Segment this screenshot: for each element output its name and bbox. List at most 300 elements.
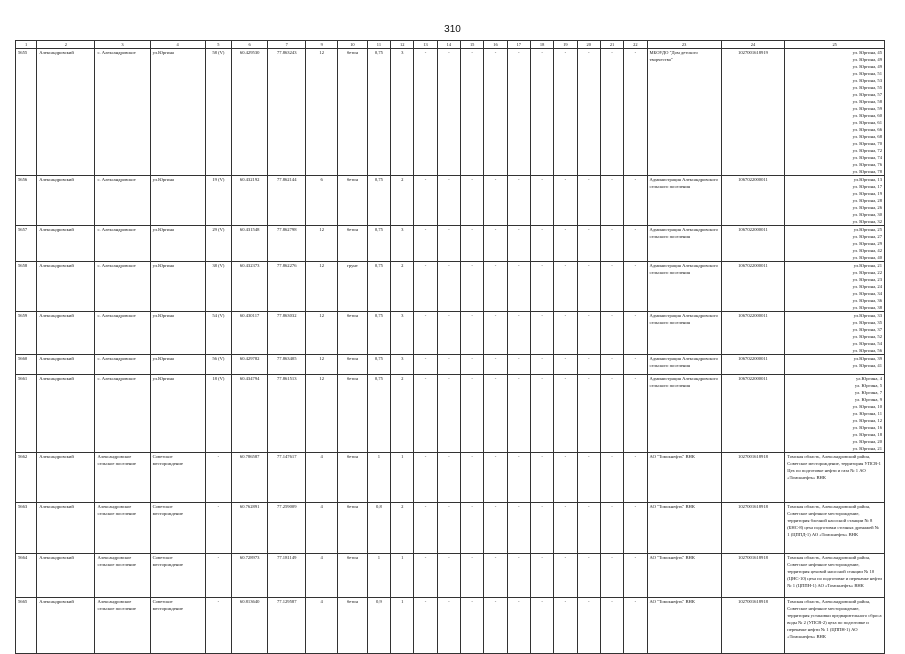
- empty-cell: -: [600, 355, 623, 375]
- table-row: [16, 453, 885, 503]
- latitude-cell: 60.431548: [232, 226, 268, 262]
- row-number-cell: 5665: [16, 598, 37, 654]
- served-address: ул. Юргина, 72: [852, 148, 882, 153]
- container-volume-cell: 0,8: [367, 503, 390, 554]
- served-address: ул. Юргина, 52: [852, 334, 882, 339]
- served-address: ул. Юргина, 5: [854, 383, 882, 388]
- served-address: ул. Юргина, 58: [852, 99, 882, 104]
- row-number-cell: 5659: [16, 312, 37, 355]
- container-count-cell: 1: [391, 598, 414, 654]
- house-cell: 29 (V): [205, 226, 231, 262]
- settlement-cell: Александровское сельское поселение: [95, 453, 150, 503]
- served-address: ул. Юргина, 49: [852, 64, 882, 69]
- empty-cell: -: [530, 453, 553, 503]
- empty-cell: -: [600, 503, 623, 554]
- column-number-header: 16: [484, 41, 507, 49]
- served-address-text-cell: Томская область, Александровский район, Советское нефтяное месторождение, территория установки предварительного сброса воды № 2 (УПСВ-2) цеха по подготовке и перекачке нефти № 1 (ЦППН-1) АО «Томскнефть» ВНК: [785, 598, 885, 654]
- longitude-cell: 77.863405: [268, 355, 306, 375]
- empty-cell: -: [507, 453, 530, 503]
- latitude-cell: 60.434794: [232, 375, 268, 453]
- empty-cell: -: [530, 262, 553, 312]
- house-cell: -: [205, 554, 231, 598]
- district-cell: Александровский: [37, 453, 95, 503]
- house-cell: 58 (V): [205, 49, 231, 176]
- latitude-cell: 60.813640: [232, 598, 268, 654]
- empty-cell: -: [437, 554, 460, 598]
- location-cell: ул.Юргина: [150, 312, 205, 355]
- latitude-cell: 60.432192: [232, 176, 268, 226]
- surface-cell: бетон: [338, 453, 368, 503]
- empty-cell: -: [484, 49, 507, 176]
- container-count-cell: 1: [391, 453, 414, 503]
- served-address: ул. Юргина, 20: [852, 439, 882, 444]
- owner-cell: Администрация Александровского сельского поселения: [647, 226, 721, 262]
- district-cell: Александровский: [37, 554, 95, 598]
- served-address: ул. Юргина, 42: [852, 248, 882, 253]
- column-number-header: 25: [785, 41, 885, 49]
- row-number-cell: 5662: [16, 453, 37, 503]
- area-cell: 12: [306, 375, 338, 453]
- empty-cell: -: [624, 226, 647, 262]
- empty-cell: -: [461, 355, 484, 375]
- served-address: ул. Юргина, 10: [852, 404, 882, 409]
- surface-cell: бетон: [338, 375, 368, 453]
- empty-cell: -: [461, 49, 484, 176]
- container-count-cell: 3: [391, 49, 414, 176]
- latitude-cell: 60.430117: [232, 312, 268, 355]
- empty-cell: -: [414, 49, 437, 176]
- empty-cell: -: [600, 312, 623, 355]
- served-addresses-cell: [785, 375, 885, 453]
- area-cell: 4: [306, 598, 338, 654]
- house-cell: -: [205, 598, 231, 654]
- container-volume-cell: 0,75: [367, 49, 390, 176]
- served-addresses-cell: [785, 262, 885, 312]
- area-cell: 12: [306, 49, 338, 176]
- column-number-header: 2: [37, 41, 95, 49]
- empty-cell: -: [554, 554, 577, 598]
- longitude-cell: 77.862144: [268, 176, 306, 226]
- owner-cell: Администрация Александровского сельского поселения: [647, 375, 721, 453]
- surface-cell: бетон: [338, 176, 368, 226]
- empty-cell: -: [461, 262, 484, 312]
- area-cell: 12: [306, 262, 338, 312]
- empty-cell: -: [484, 598, 507, 654]
- ogrn-cell: 1067022000011: [721, 355, 785, 375]
- served-address: ул. Юргина, 74: [852, 155, 882, 160]
- longitude-cell: 77.181149: [268, 554, 306, 598]
- empty-cell: -: [461, 554, 484, 598]
- empty-cell: -: [530, 312, 553, 355]
- empty-cell: -: [530, 598, 553, 654]
- served-address: ул. Юргина, 29: [852, 241, 882, 246]
- empty-cell: -: [437, 355, 460, 375]
- area-cell: 12: [306, 226, 338, 262]
- served-address: ул. Юргина, 24: [852, 284, 882, 289]
- served-address: ул. Юргина, 7: [854, 390, 882, 395]
- empty-cell: -: [554, 49, 577, 176]
- served-address: ул.Юргина, 33: [853, 313, 882, 318]
- container-count-cell: 3: [391, 226, 414, 262]
- column-number-header: 7: [268, 41, 306, 49]
- empty-cell: -: [461, 375, 484, 453]
- row-number-cell: 5660: [16, 355, 37, 375]
- container-count-cell: 1: [391, 554, 414, 598]
- empty-cell: -: [624, 554, 647, 598]
- table-row: [16, 554, 885, 598]
- empty-cell: -: [554, 503, 577, 554]
- column-number-header: 3: [95, 41, 150, 49]
- empty-cell: -: [507, 355, 530, 375]
- column-number-header: 9: [306, 41, 338, 49]
- table-row: [16, 176, 885, 226]
- row-number-cell: 5656: [16, 176, 37, 226]
- empty-cell: -: [437, 598, 460, 654]
- container-count-cell: 2: [391, 375, 414, 453]
- row-number-cell: 5657: [16, 226, 37, 262]
- longitude-cell: 77.863243: [268, 49, 306, 176]
- longitude-cell: 77.147617: [268, 453, 306, 503]
- served-address: ул. Юргина, 38: [852, 305, 882, 310]
- empty-cell: -: [600, 554, 623, 598]
- owner-cell: АО "Томскнефть" ВНК: [647, 598, 721, 654]
- column-number-header: 5: [205, 41, 231, 49]
- district-cell: Александровский: [37, 598, 95, 654]
- area-cell: 4: [306, 453, 338, 503]
- table-row: [16, 375, 885, 453]
- location-cell: Советское месторождение: [150, 453, 205, 503]
- served-address: ул.Юргина, 21: [853, 263, 882, 268]
- container-volume-cell: 0,75: [367, 375, 390, 453]
- table-row: [16, 226, 885, 262]
- location-cell: ул.Юргина: [150, 375, 205, 453]
- waste-sites-register-table: [15, 40, 885, 654]
- empty-cell: -: [554, 598, 577, 654]
- area-cell: 12: [306, 355, 338, 375]
- owner-cell: Администрация Александровского сельского поселения: [647, 262, 721, 312]
- table-row: [16, 503, 885, 554]
- empty-cell: -: [624, 312, 647, 355]
- served-address: ул. Юргина, 66: [852, 127, 882, 132]
- empty-cell: -: [484, 355, 507, 375]
- empty-cell: -: [414, 312, 437, 355]
- column-number-header: 18: [530, 41, 553, 49]
- column-number-header: 12: [391, 41, 414, 49]
- owner-cell: АО "Томскнефть" ВНК: [647, 453, 721, 503]
- served-address-text-cell: Томская область, Александровский район, Советское нефтяное месторождение, территория цеховой насосной станции № 10 (ЦНС-10) цеха по подготовке и перекачке нефти № 1 (ЦППН-1) АО «Томскнефть» ВНК: [785, 554, 885, 598]
- location-cell: ул.Юргина: [150, 226, 205, 262]
- district-cell: Александровский: [37, 312, 95, 355]
- empty-cell: -: [624, 503, 647, 554]
- served-address: ул. Юргина, 9: [854, 397, 882, 402]
- empty-cell: -: [484, 554, 507, 598]
- served-address: ул. Юргина, 53: [852, 78, 882, 83]
- column-number-row: [16, 41, 885, 49]
- row-number-cell: 5664: [16, 554, 37, 598]
- served-address: ул. Юргина, 54: [852, 341, 882, 346]
- house-cell: -: [205, 503, 231, 554]
- empty-cell: -: [437, 375, 460, 453]
- owner-cell: МБОУДО "Дом детского творчества": [647, 49, 721, 176]
- container-volume-cell: 0,75: [367, 312, 390, 355]
- table-row: [16, 49, 885, 176]
- served-address: ул. Юргина, 11: [852, 411, 882, 416]
- location-cell: Советское месторождение: [150, 598, 205, 654]
- location-cell: ул.Юргина: [150, 355, 205, 375]
- served-address: ул. Юргина, 60: [852, 113, 882, 118]
- house-cell: 19 (V): [205, 176, 231, 226]
- served-address: ул. Юргина, 76: [852, 162, 882, 167]
- empty-cell: -: [624, 598, 647, 654]
- empty-cell: -: [437, 49, 460, 176]
- empty-cell: -: [600, 598, 623, 654]
- served-address: ул. Юргина, 45: [852, 50, 882, 55]
- empty-cell: -: [577, 554, 600, 598]
- surface-cell: бетон: [338, 503, 368, 554]
- area-cell: 12: [306, 312, 338, 355]
- container-volume-cell: 0,75: [367, 355, 390, 375]
- served-address: ул. Юргина, 17: [852, 184, 882, 189]
- district-cell: Александровский: [37, 503, 95, 554]
- empty-cell: -: [484, 312, 507, 355]
- empty-cell: -: [530, 49, 553, 176]
- district-cell: Александровский: [37, 355, 95, 375]
- served-address: ул. Юргина, 78: [852, 169, 882, 174]
- owner-cell: Администрация Александровского сельского поселения: [647, 312, 721, 355]
- served-address: ул. Юргина, 57: [852, 92, 882, 97]
- empty-cell: -: [461, 226, 484, 262]
- empty-cell: -: [414, 375, 437, 453]
- surface-cell: бетон: [338, 226, 368, 262]
- column-number-header: 6: [232, 41, 268, 49]
- empty-cell: -: [437, 312, 460, 355]
- empty-cell: -: [554, 226, 577, 262]
- settlement-cell: Александровское сельское поселение: [95, 598, 150, 654]
- ogrn-cell: 1027001618918: [721, 503, 785, 554]
- owner-cell: АО "Томскнефть" ВНК: [647, 503, 721, 554]
- empty-cell: -: [600, 375, 623, 453]
- empty-cell: -: [624, 262, 647, 312]
- served-address: ул. Юргина, 49: [852, 57, 882, 62]
- latitude-cell: 60.429530: [232, 49, 268, 176]
- served-address: ул. Юргина, 34: [852, 291, 882, 296]
- empty-cell: -: [437, 453, 460, 503]
- container-count-cell: 3: [391, 355, 414, 375]
- column-number-header: 24: [721, 41, 785, 49]
- longitude-cell: 77.861513: [268, 375, 306, 453]
- owner-cell: Администрация Александровского сельского поселения: [647, 355, 721, 375]
- container-volume-cell: 1: [367, 554, 390, 598]
- served-addresses-cell: [785, 226, 885, 262]
- empty-cell: -: [461, 176, 484, 226]
- empty-cell: -: [600, 226, 623, 262]
- location-cell: ул.Юргина: [150, 176, 205, 226]
- empty-cell: -: [624, 355, 647, 375]
- empty-cell: -: [624, 176, 647, 226]
- ogrn-cell: 1067022000011: [721, 226, 785, 262]
- served-address: ул. Юргина, 55: [852, 85, 882, 90]
- served-address: ул. Юргина, 18: [852, 432, 882, 437]
- served-address: ул.Юргина, 25: [853, 227, 882, 232]
- settlement-cell: с. Александровское: [95, 226, 150, 262]
- settlement-cell: Александровское сельское поселение: [95, 554, 150, 598]
- district-cell: Александровский: [37, 49, 95, 176]
- empty-cell: -: [554, 375, 577, 453]
- served-address: ул. Юргина, 68: [852, 134, 882, 139]
- served-address: ул. Юргина, 27: [852, 234, 882, 239]
- served-address-text-cell: Томская область, Александровский район, Советское нефтяное месторождение, территория блочной насосной станции № 8 (БНС-8) цеха подготовки сточных дренажей № 1 (ЦППД-1) АО «Томскнефть» ВНК: [785, 503, 885, 554]
- area-cell: 6: [306, 176, 338, 226]
- served-address: ул. Юргина, 28: [852, 198, 882, 203]
- empty-cell: -: [484, 503, 507, 554]
- empty-cell: -: [577, 503, 600, 554]
- empty-cell: -: [414, 226, 437, 262]
- column-number-header: 14: [437, 41, 460, 49]
- served-address: ул. Юргина, 70: [852, 141, 882, 146]
- served-addresses-cell: [785, 49, 885, 176]
- empty-cell: -: [577, 49, 600, 176]
- empty-cell: -: [461, 598, 484, 654]
- served-addresses-cell: [785, 176, 885, 226]
- area-cell: 4: [306, 503, 338, 554]
- surface-cell: бетон: [338, 554, 368, 598]
- ogrn-cell: 1067022000011: [721, 176, 785, 226]
- empty-cell: -: [414, 176, 437, 226]
- longitude-cell: 77.862798: [268, 226, 306, 262]
- surface-cell: грунт: [338, 262, 368, 312]
- empty-cell: -: [461, 453, 484, 503]
- location-cell: Советское месторождение: [150, 503, 205, 554]
- container-count-cell: 2: [391, 262, 414, 312]
- served-address: ул. Юргина, 21: [852, 446, 882, 451]
- served-address: ул. Юргина, 61: [852, 120, 882, 125]
- served-address: ул. Юргина, 30: [852, 212, 882, 217]
- settlement-cell: с. Александровское: [95, 375, 150, 453]
- column-number-header: 13: [414, 41, 437, 49]
- district-cell: Александровский: [37, 375, 95, 453]
- ogrn-cell: 1067022000011: [721, 312, 785, 355]
- latitude-cell: 60.786587: [232, 453, 268, 503]
- longitude-cell: 77.129587: [268, 598, 306, 654]
- column-number-header: 22: [624, 41, 647, 49]
- served-address: ул. Юргина, 22: [852, 270, 882, 275]
- area-cell: 4: [306, 554, 338, 598]
- table-row: [16, 262, 885, 312]
- empty-cell: -: [577, 375, 600, 453]
- served-address: ул.Юргина, 13: [853, 177, 882, 182]
- empty-cell: -: [600, 176, 623, 226]
- empty-cell: -: [554, 453, 577, 503]
- surface-cell: бетон: [338, 355, 368, 375]
- ogrn-cell: 1067022000011: [721, 262, 785, 312]
- empty-cell: -: [414, 503, 437, 554]
- empty-cell: -: [414, 598, 437, 654]
- empty-cell: -: [530, 503, 553, 554]
- row-number-cell: 5663: [16, 503, 37, 554]
- empty-cell: -: [577, 453, 600, 503]
- empty-cell: -: [484, 226, 507, 262]
- column-number-header: 4: [150, 41, 205, 49]
- longitude-cell: 77.863032: [268, 312, 306, 355]
- empty-cell: -: [600, 262, 623, 312]
- settlement-cell: с. Александровское: [95, 355, 150, 375]
- served-address: ул. Юргина, 59: [852, 106, 882, 111]
- row-number-cell: 5658: [16, 262, 37, 312]
- empty-cell: -: [414, 554, 437, 598]
- served-address: ул. Юргина, 36: [852, 298, 882, 303]
- empty-cell: -: [484, 176, 507, 226]
- container-count-cell: 2: [391, 503, 414, 554]
- empty-cell: -: [461, 503, 484, 554]
- empty-cell: -: [577, 312, 600, 355]
- empty-cell: -: [530, 375, 553, 453]
- empty-cell: -: [507, 554, 530, 598]
- table-row: [16, 312, 885, 355]
- empty-cell: -: [507, 176, 530, 226]
- empty-cell: -: [577, 176, 600, 226]
- column-number-header: 11: [367, 41, 390, 49]
- surface-cell: бетон: [338, 312, 368, 355]
- served-address: ул. Юргина, 40: [852, 255, 882, 260]
- empty-cell: -: [624, 453, 647, 503]
- empty-cell: -: [414, 355, 437, 375]
- longitude-cell: 77.259009: [268, 503, 306, 554]
- empty-cell: -: [437, 176, 460, 226]
- column-number-header: 20: [577, 41, 600, 49]
- row-number-cell: 5661: [16, 375, 37, 453]
- served-address: ул. Юргина, 41: [852, 363, 882, 368]
- empty-cell: -: [414, 262, 437, 312]
- district-cell: Александровский: [37, 262, 95, 312]
- house-cell: 18 (V): [205, 375, 231, 453]
- column-number-header: 10: [338, 41, 368, 49]
- served-address: ул. Юргина, 12: [852, 418, 882, 423]
- served-address: ул. Юргина, 35: [852, 320, 882, 325]
- container-volume-cell: 0,75: [367, 262, 390, 312]
- surface-cell: бетон: [338, 49, 368, 176]
- ogrn-cell: 1027001618918: [721, 598, 785, 654]
- settlement-cell: с. Александровское: [95, 262, 150, 312]
- served-address: ул.Юргина, 4: [856, 376, 882, 381]
- latitude-cell: 60.432373: [232, 262, 268, 312]
- table-body: [16, 49, 885, 654]
- location-cell: ул.Юргина: [150, 49, 205, 176]
- served-address: ул. Юргина, 16: [852, 425, 882, 430]
- empty-cell: -: [437, 262, 460, 312]
- empty-cell: -: [577, 226, 600, 262]
- empty-cell: -: [554, 176, 577, 226]
- settlement-cell: с. Александровское: [95, 49, 150, 176]
- house-cell: 38 (V): [205, 262, 231, 312]
- container-volume-cell: 0,75: [367, 176, 390, 226]
- settlement-cell: с. Александровское: [95, 176, 150, 226]
- latitude-cell: 60.429782: [232, 355, 268, 375]
- location-cell: Советское месторождение: [150, 554, 205, 598]
- empty-cell: -: [484, 453, 507, 503]
- empty-cell: -: [484, 375, 507, 453]
- served-addresses-cell: [785, 312, 885, 355]
- empty-cell: -: [507, 49, 530, 176]
- empty-cell: -: [554, 262, 577, 312]
- ogrn-cell: 1067022000011: [721, 375, 785, 453]
- column-number-header: 1: [16, 41, 37, 49]
- table-row: [16, 355, 885, 375]
- empty-cell: -: [530, 226, 553, 262]
- latitude-cell: 60.762891: [232, 503, 268, 554]
- empty-cell: -: [530, 554, 553, 598]
- empty-cell: -: [507, 598, 530, 654]
- served-address: ул. Юргина, 26: [852, 205, 882, 210]
